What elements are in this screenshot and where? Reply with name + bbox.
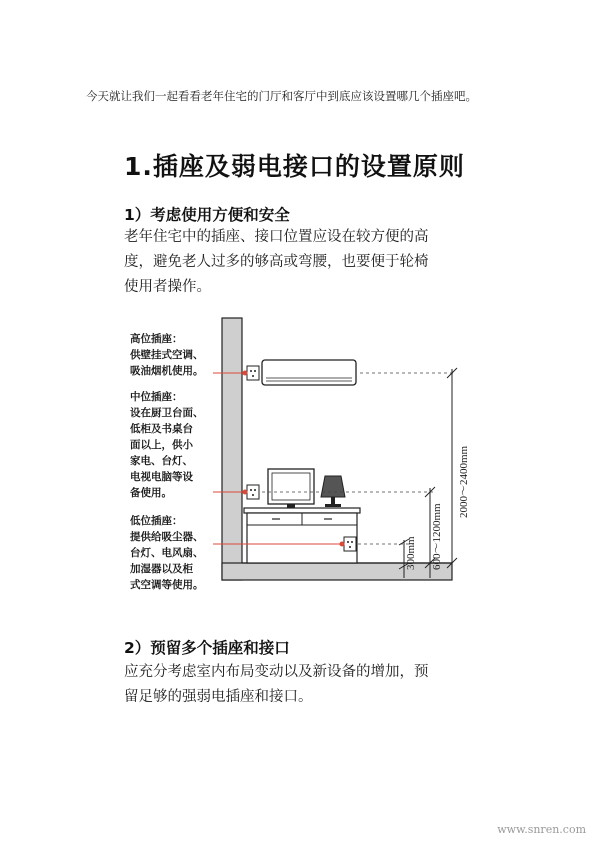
- section-heading: 1.插座及弱电接口的设置原则: [124, 152, 465, 181]
- lamp-icon: [321, 476, 345, 507]
- dimension-300: 300mm: [405, 536, 417, 570]
- mid-socket-icon: [247, 485, 259, 499]
- paragraph-line: 老年住宅中的插座、接口位置应设在较方便的高: [124, 229, 429, 245]
- low-socket-icon: [344, 537, 356, 551]
- low-socket-note: 低位插座： 提供给吸尘器、 台灯、电风扇、 加湿器以及柜 式空调等使用。: [130, 515, 204, 591]
- paragraph-line: 度，避免老人过多的够高或弯腰，也要便于轮椅: [124, 254, 429, 270]
- high-socket-note: 高位插座： 供壁挂式空调、 吸油烟机使用。: [130, 333, 204, 377]
- paragraph-line: 应充分考虑室内布局变动以及新设备的增加，预: [124, 664, 429, 680]
- air-conditioner-icon: [262, 360, 356, 385]
- wall: [222, 318, 242, 580]
- floor-slab: [222, 563, 452, 580]
- high-socket-icon: [247, 366, 259, 380]
- dimension-600-1200: 600～1200mm: [431, 503, 443, 570]
- dimension-2000-2400: 2000～2400mm: [458, 445, 470, 518]
- mid-socket-note: 中位插座： 设在厨卫台面、 低柜及书桌台 面以上，供小 家电、台灯、 电视电脑等设 备使用。: [130, 391, 204, 499]
- desk-icon: [244, 508, 360, 563]
- section1-title: 1）考虑使用方便和安全: [124, 206, 290, 224]
- paragraph-line: 使用者操作。: [124, 279, 211, 295]
- watermark: www.snren.com: [497, 823, 586, 836]
- paragraph-line: 留足够的强弱电插座和接口。: [124, 689, 313, 705]
- section2-title: 2）预留多个插座和接口: [124, 639, 290, 657]
- intro-text: 今天就让我们一起看看老年住宅的门厅和客厅中到底应该设置哪几个插座吧。: [86, 89, 477, 103]
- section2-paragraph: [124, 660, 484, 710]
- monitor-icon: [268, 469, 314, 508]
